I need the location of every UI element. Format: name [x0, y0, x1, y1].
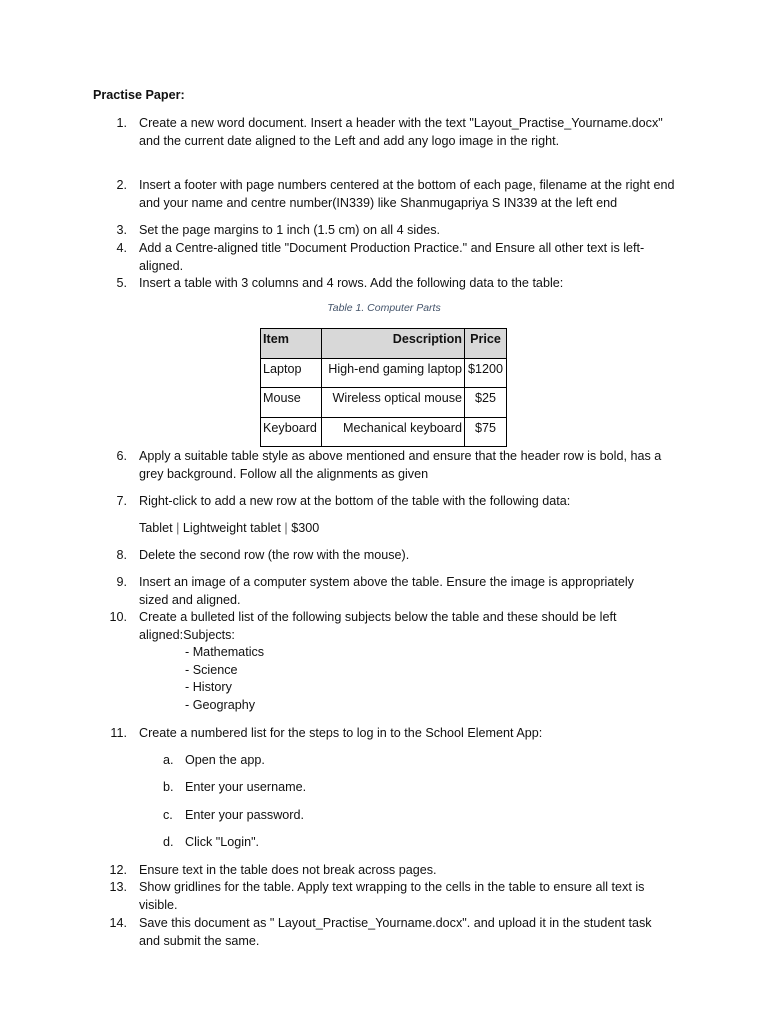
table-cell: Laptop [261, 358, 322, 388]
item-text: Right-click to add a new row at the bottom of the table with the following data: [139, 494, 571, 508]
item-number: 10. [109, 610, 127, 624]
item-number: 14. [109, 916, 127, 930]
table-cell: Keyboard [261, 417, 322, 447]
new-row-description: Lightweight tablet [182, 521, 281, 535]
item-text: Delete the second row (the row with the mouse). [139, 548, 410, 562]
step-letter: d. [163, 835, 174, 849]
item-text: Save this document as " Layout_Practise_Yourname.docx". and upload it in the student task and submit the same. [139, 916, 652, 948]
table-row [261, 417, 507, 447]
page-title: Practise Paper: [93, 88, 185, 102]
table-cell: $1200 [465, 358, 507, 388]
subject-item: - Science [185, 663, 238, 677]
item-text: Create a bulleted list of the following subjects below the table and these should be left aligned:Subjects: [139, 610, 617, 642]
step-letter: a. [163, 753, 174, 767]
step-text: Open the app. [185, 753, 265, 767]
table-caption: Table 1. Computer Parts [327, 302, 441, 314]
item-number: 2. [116, 178, 127, 192]
table-cell: Mechanical keyboard [322, 417, 465, 447]
separator: | [284, 521, 288, 535]
item-text: Show gridlines for the table. Apply text wrapping to the cells in the table to ensure all text is visible. [139, 880, 645, 912]
table-cell: $25 [465, 388, 507, 418]
table-cell: Mouse [261, 388, 322, 418]
separator: | [176, 521, 180, 535]
item-number: 6. [116, 449, 127, 463]
item-text: Insert a table with 3 columns and 4 rows. Add the following data to the table: [139, 276, 564, 290]
step-text: Enter your password. [185, 808, 304, 822]
computer-parts-table [260, 328, 507, 447]
subject-item: - Geography [185, 698, 256, 712]
step-text: Enter your username. [185, 780, 307, 794]
table-header-cell: Item [261, 329, 322, 359]
table-header-cell: Price [465, 329, 507, 359]
subject-item: - Mathematics [185, 645, 265, 659]
item-number: 7. [116, 494, 127, 508]
table-header-row [261, 329, 507, 359]
item-text: Insert a footer with page numbers centered at the bottom of each page, filename at the right end and your name and centre number(IN339) like Shanmugapriya S IN339 at the left end [139, 178, 675, 210]
item-number: 9. [116, 575, 127, 589]
table-row [261, 388, 507, 418]
item-text: Create a numbered list for the steps to log in to the School Element App: [139, 726, 543, 740]
item-number: 5. [116, 276, 127, 290]
subject-item: - History [185, 680, 232, 694]
item-number: 4. [116, 241, 127, 255]
step-text: Click "Login". [185, 835, 260, 849]
new-row-price: $300 [291, 521, 320, 535]
item-number: 1. [116, 116, 127, 130]
new-row-item: Tablet [139, 521, 173, 535]
table-cell: Wireless optical mouse [322, 388, 465, 418]
item-number: 11. [110, 726, 127, 740]
step-letter: c. [163, 808, 173, 822]
item-text: Set the page margins to 1 inch (1.5 cm) on all 4 sides. [139, 223, 441, 237]
item-number: 8. [116, 548, 127, 562]
item-text: Insert an image of a computer system above the table. Ensure the image is appropriately sized and aligned. [139, 575, 634, 607]
item-number: 13. [109, 880, 127, 894]
table-header-cell: Description [322, 329, 465, 359]
table-cell: $75 [465, 417, 507, 447]
item-text: Add a Centre-aligned title "Document Production Practice." and Ensure all other text is left-aligned. [139, 241, 645, 273]
item-text: Ensure text in the table does not break across pages. [139, 863, 437, 877]
item-number: 12. [109, 863, 127, 877]
table-row [261, 358, 507, 388]
item-text: Create a new word document. Insert a header with the text "Layout_Practise_Yourname.docx" and the current date aligned to the Left and add any logo image in the right. [139, 116, 663, 148]
item-number: 3. [116, 223, 127, 237]
step-letter: b. [163, 780, 174, 794]
table-cell: High-end gaming laptop [322, 358, 465, 388]
item-text: Apply a suitable table style as above mentioned and ensure that the header row is bold, has a grey background. Follow all the alignments as given [139, 449, 662, 481]
